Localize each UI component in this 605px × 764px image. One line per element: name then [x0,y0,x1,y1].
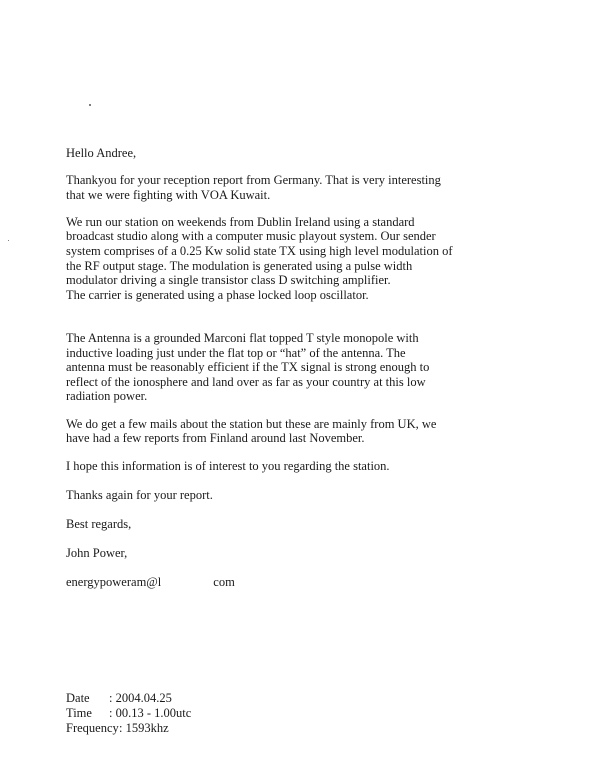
paragraph-line: inductive loading just under the flat top or “hat” of the antenna. The [66,346,406,360]
scan-speck [8,240,9,241]
email-prefix: energypoweram@l [66,575,162,589]
email-redaction [161,576,213,588]
paragraph-line: broadcast studio along with a computer music playout system. Our sender [66,229,436,243]
frequency-row [66,721,169,735]
paragraph-line: We run our station on weekends from Dublin Ireland using a standard [66,215,415,229]
paragraph-line: The carrier is generated using a phase locked loop oscillator. [66,288,369,302]
paragraph-line: system comprises of a 0.25 Kw solid state TX using high level modulation of [66,244,453,258]
paragraph-line: have had a few reports from Finland around last November. [66,431,365,445]
paragraph-line: antenna must be reasonably efficient if the TX signal is strong enough to [66,360,430,374]
closing: Best regards, [66,517,132,531]
paragraph-line: radiation power. [66,389,148,403]
greeting: Hello Andree, [66,146,137,160]
email-suffix: com [213,575,235,589]
paragraph-line: Thankyou for your reception report from Germany. That is very interesting [66,173,441,187]
paragraph-line: modulator driving a single transistor class D switching amplifier. [66,273,391,287]
scan-speck [89,104,91,106]
time-label: Time [66,706,92,720]
time-value: : 00.13 - 1.00utc [109,706,192,720]
date-label: Date [66,691,90,705]
paragraph-line: I hope this information is of interest to you regarding the station. [66,459,390,473]
date-value: : 2004.04.25 [109,691,172,705]
paragraph-line: We do get a few mails about the station but these are mainly from UK, we [66,417,437,431]
paragraph-line: that we were fighting with VOA Kuwait. [66,188,271,202]
frequency-value: : 1593khz [119,721,169,735]
signature-name: John Power, [66,546,128,560]
paragraph-line: Thanks again for your report. [66,488,213,502]
paragraph-line: the RF output stage. The modulation is generated using a pulse width [66,259,413,273]
frequency-label: Frequency [66,721,119,735]
paragraph-line: reflect of the ionosphere and land over as far as your country at this low [66,375,426,389]
time-row [66,706,192,720]
email-address [66,575,235,589]
date-row [66,691,172,705]
paragraph-line: The Antenna is a grounded Marconi flat topped T style monopole with [66,331,419,345]
